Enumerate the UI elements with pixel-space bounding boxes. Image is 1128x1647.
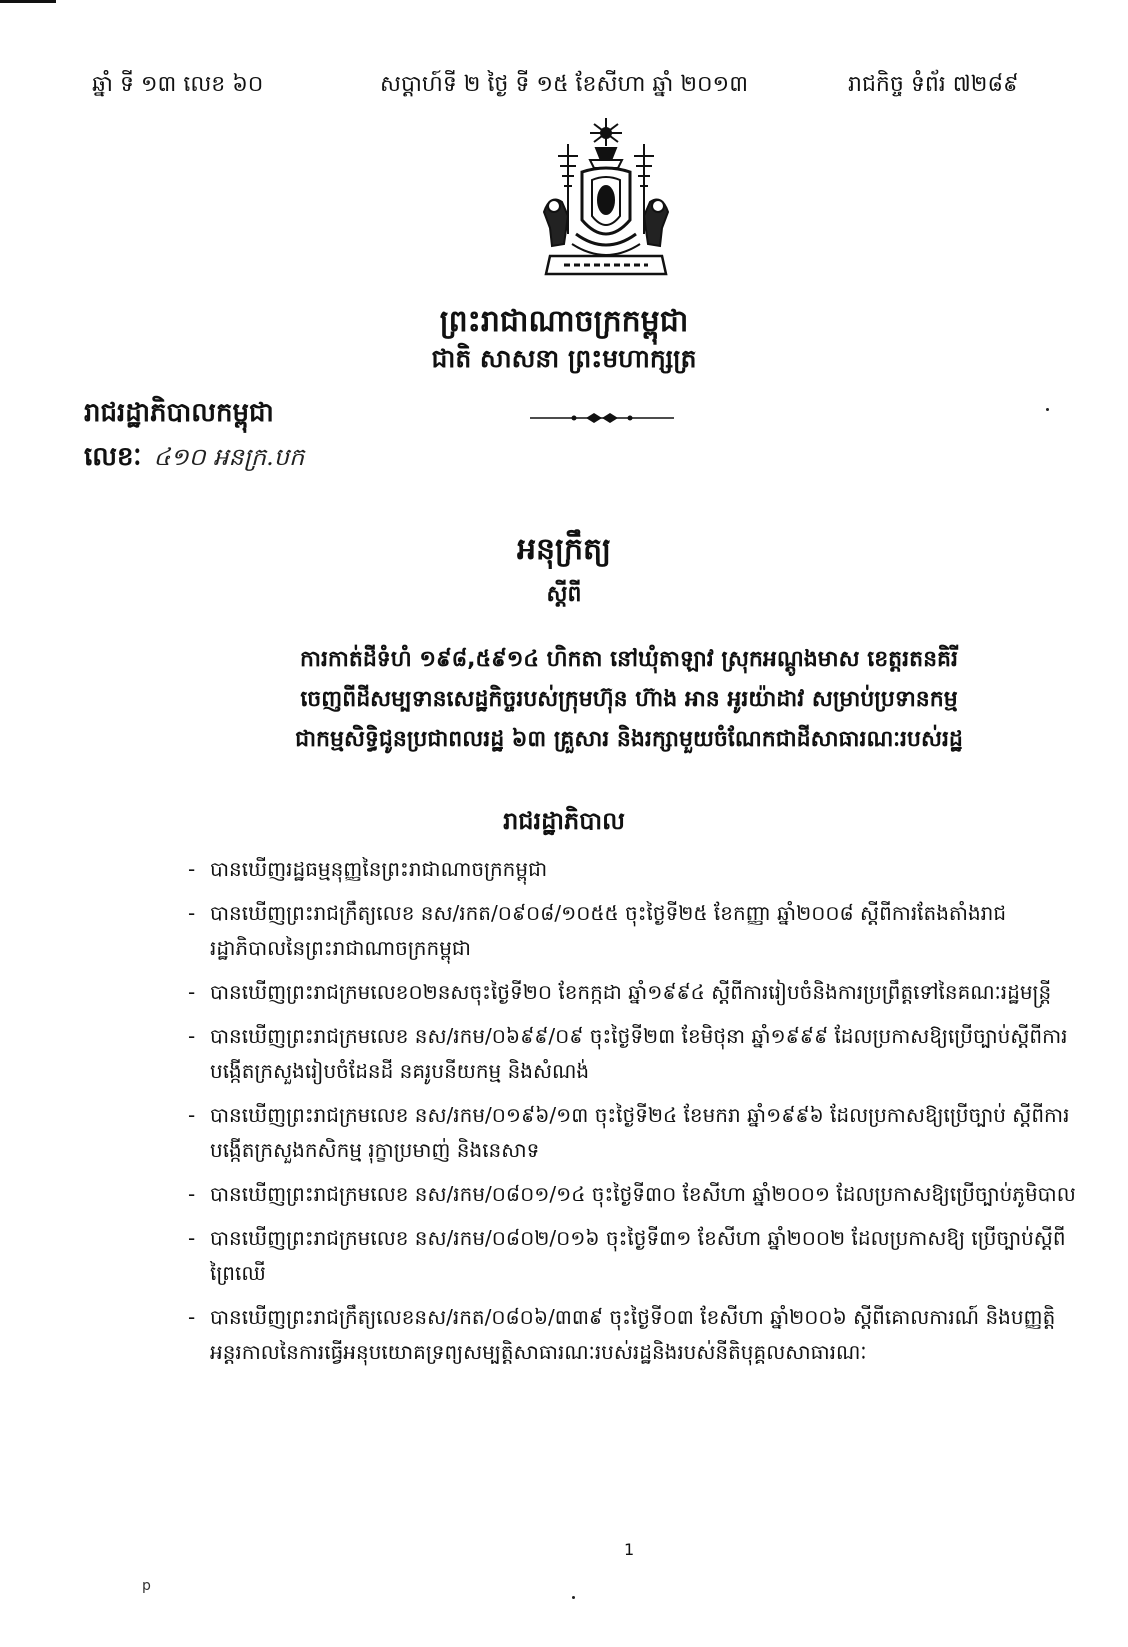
ornamental-divider [530,412,674,424]
list-item-text: បានឃើញព្រះរាជក្រមលេខ នស/រកម/០៨០១/១៤ ចុះថ្ងៃទី៣០ ខែសីហា ឆ្នាំ២០០១ ដែលប្រកាសឱ្យប្រើច្បាប់ភូមិបាល [210,1182,1076,1206]
list-dash: - [188,1182,196,1206]
list-item [188,852,1076,887]
list-item-text: បានឃើញព្រះរាជក្រមលេខ នស/រកម/០៦៩៩/០៩ ចុះថ្ងៃទី២៣ ខែមិថុនា ឆ្នាំ១៩៩៩ ដែលប្រកាសឱ្យប្រើច្បាប់ស្តីពីការបង្កើតក្រសួងរៀបចំដែនដី នគរូបនីយកម្ម និងសំណង់ [210,1024,1068,1083]
subject-line: ការកាត់ដីទំហំ ១៩៨,៥៩១៤ ហិកតា នៅឃុំតាឡាវ ស្រុកអណ្តូងមាស ខេត្តរតនគិរី [300,647,958,672]
list-dash: - [188,1305,196,1329]
about-label: ស្តីពី [546,582,582,607]
list-item-text: បានឃើញព្រះរាជក្រមលេខ០២នសចុះថ្ងៃទី២០ ខែកក្កដា ឆ្នាំ១៩៩៤ ស្តីពីការរៀបចំនិងការប្រព្រឹត្តទៅនៃគណៈរដ្ឋមន្ត្រី [210,980,1052,1004]
list-item-text: បានឃើញរដ្ឋធម្មនុញ្ញនៃព្រះរាជាណាចក្រកម្ពុជា [210,857,548,881]
scan-speck [572,1596,575,1599]
list-dash: - [188,857,196,881]
list-dash: - [188,901,196,925]
list-item [188,1221,1076,1291]
corner-mark: p [142,1578,151,1594]
list-item-text: បានឃើញព្រះរាជក្រមលេខ នស/រកម/០១៩៦/១៣ ចុះថ្ងៃទី២៤ ខែមករា ឆ្នាំ១៩៩៦ ដែលប្រកាសឱ្យប្រើច្បាប់ ស្តីពីការបង្កើតក្រសួងកសិកម្ម រុក្ខាប្រមាញ់ និងនេសាទ [210,1103,1070,1162]
issuing-authority: រាជរដ្ឋាភិបាលកម្ពុជា [84,398,274,428]
document-subject [214,640,1044,760]
list-item [188,975,1076,1010]
list-item-text: បានឃើញព្រះរាជក្រឹត្យលេខ នស/រកត/០៩០៨/១០៥៥ ចុះថ្ងៃទី២៥ ខែកញ្ញា ឆ្នាំ២០០៨ ស្តីពីការតែងតាំងរាជរដ្ឋាភិបាលនៃព្រះរាជាណាចក្រកម្ពុជា [210,901,1007,960]
document-number-label: លេខៈ [84,442,142,472]
page-number: 1 [624,1540,635,1559]
list-dash: - [188,1024,196,1048]
royal-coat-of-arms-emblem [538,116,674,292]
gazette-year-issue: ឆ្នាំ ទី ១៣ លេខ ៦០ [92,72,264,97]
subject-line: ជាកម្មសិទ្ធិជូនប្រជាពលរដ្ឋ ៦៣ គ្រួសារ និងរក្សាមួយចំណែកជាដីសាធារណៈរបស់រដ្ឋ [295,727,963,752]
gazette-page-ref: រាជកិច្ច ទំព័រ ៧២៨៩ [848,72,1019,97]
scan-edge-mark [0,0,56,3]
list-item-text: បានឃើញព្រះរាជក្រមលេខ នស/រកម/០៨០២/០១៦ ចុះថ្ងៃទី៣១ ខែសីហា ឆ្នាំ២០០២ ដែលប្រកាសឱ្យ ប្រើច្បាប់ស្តីពីព្រៃឈើ [210,1226,1066,1285]
list-item [188,896,1076,966]
subject-line: ចេញពីដីសម្បទានសេដ្ឋកិច្ចរបស់ក្រុមហ៊ុន ហ៊ាង អាន អូរយ៉ាដាវ សម្រាប់ប្រទានកម្ម [300,687,958,712]
kingdom-name: ព្រះរាជាណាចក្រកម្ពុជា [439,304,689,339]
document-type-title: អនុក្រឹត្យ [516,532,612,567]
council-heading: រាជរដ្ឋាភិបាល [503,807,625,835]
list-item-text: បានឃើញព្រះរាជក្រឹត្យលេខនស/រកត/០៨០៦/៣៣៩ ចុះថ្ងៃទី០៣ ខែសីហា ឆ្នាំ២០០៦ ស្តីពីគោលការណ៍ និងបញ្ញត្តិអន្តរកាលនៃការធ្វើអនុបយោគទ្រព្យសម្បត្តិសាធារណៈរបស់រដ្ឋនិងរបស់នីតិបុគ្គលសាធារណៈ [210,1305,1056,1364]
list-dash: - [188,1103,196,1127]
gazette-date: សប្តាហ៍ទី ២ ថ្ងៃ ទី ១៥ ខែសីហា ឆ្នាំ ២០១៣ [380,72,748,97]
list-item [188,1098,1076,1168]
list-item [188,1019,1076,1089]
list-dash: - [188,1226,196,1250]
national-motto: ជាតិ សាសនា ព្រះមហាក្សត្រ [431,344,697,373]
considerations-list [188,852,1076,1379]
document-number [84,440,304,478]
scan-speck [1046,408,1049,411]
list-item [188,1177,1076,1212]
document-number-value: ៤១០ អនក្រ.បក [153,443,305,471]
list-dash: - [188,980,196,1004]
list-item [188,1300,1076,1370]
